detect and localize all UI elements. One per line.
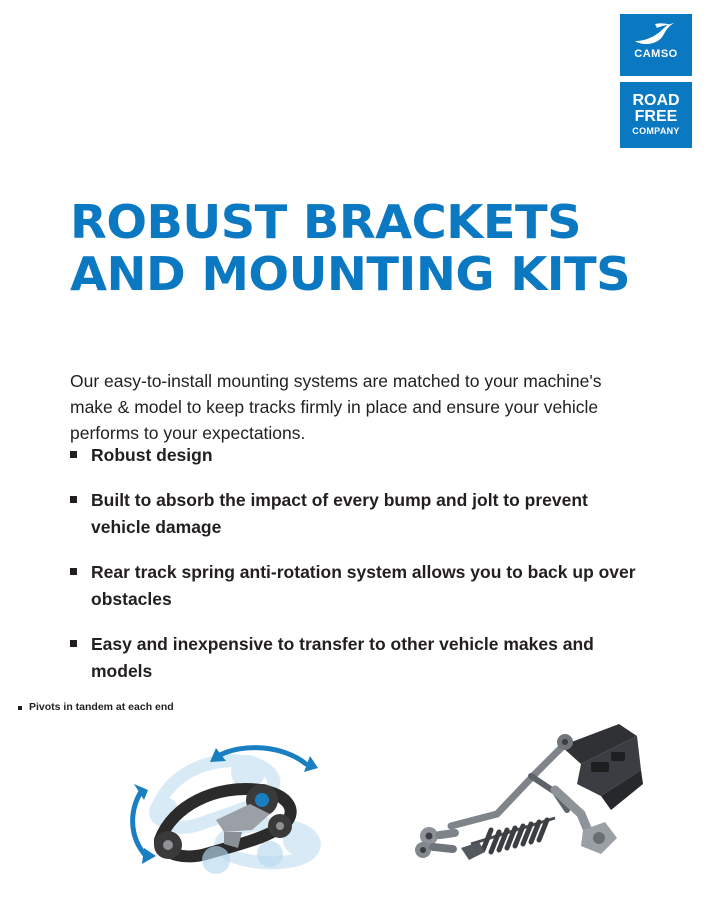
camso-swoosh-icon <box>633 20 679 46</box>
ghost-wheel <box>202 846 230 874</box>
track-system-pivot-diagram <box>120 728 380 878</box>
road-free-line2: FREE <box>634 107 678 125</box>
illustration-area <box>0 718 720 898</box>
list-item-label: Easy and inexpensive to transfer to other vehicle makes and models <box>91 634 594 681</box>
road-free-company-badge <box>620 82 692 148</box>
end-fitting <box>415 827 459 858</box>
list-item <box>70 559 650 613</box>
camso-logo <box>620 14 692 76</box>
square-bullet-icon <box>70 568 77 575</box>
coil-spring <box>461 818 555 860</box>
intro-paragraph: Our easy-to-install mounting systems are matched to your machine's make & model to keep tracks firmly in place and ensure your vehicle performs to your expectations. <box>70 370 602 443</box>
page-title-line-2: AND MOUNTING KITS <box>70 246 631 301</box>
camso-logo-block <box>620 14 692 148</box>
list-item <box>70 442 650 469</box>
list-item <box>70 487 650 541</box>
footnote <box>18 700 174 714</box>
list-item-label: Robust design <box>91 445 213 465</box>
dark-bracket <box>561 724 643 810</box>
road-free-line1: ROAD <box>632 91 680 109</box>
list-item <box>70 631 650 685</box>
road-free-line3: COMPANY <box>632 125 680 136</box>
square-bullet-icon <box>18 706 22 710</box>
idler-wheel-rear-hub <box>163 840 173 850</box>
ghost-wheel <box>257 841 283 867</box>
list-item-label: Rear track spring anti-rotation system allows you to back up over obstacles <box>91 562 636 609</box>
square-bullet-icon <box>70 451 77 458</box>
square-bullet-icon <box>70 640 77 647</box>
camso-wordmark: CAMSO <box>634 48 678 60</box>
feature-bullet-list <box>70 442 650 703</box>
square-bullet-icon <box>70 496 77 503</box>
arrow-head <box>142 848 156 864</box>
list-item-label: Built to absorb the impact of every bump and jolt to prevent vehicle damage <box>91 490 588 537</box>
idler-wheel-front-hub <box>276 822 284 830</box>
page-title <box>70 196 630 300</box>
drive-wheel-hub <box>255 793 269 807</box>
footnote-label: Pivots in tandem at each end <box>29 701 174 713</box>
bracket-hardware-photo <box>405 718 665 878</box>
page-title-line-1: ROBUST BRACKETS <box>70 194 582 249</box>
